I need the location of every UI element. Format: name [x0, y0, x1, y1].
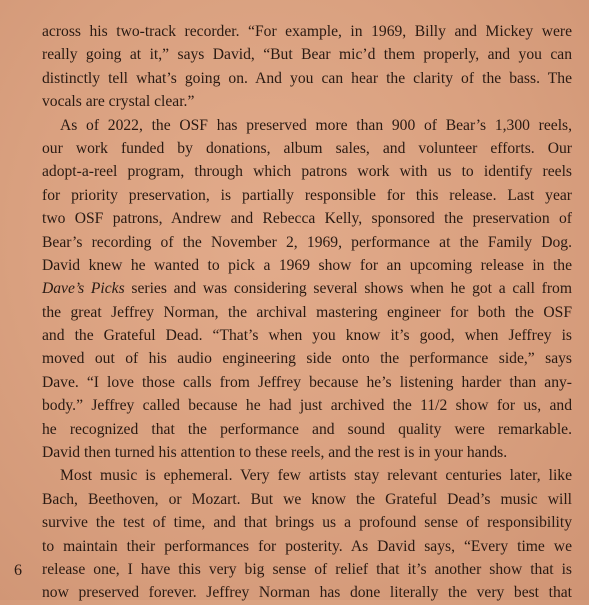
text-line: release one, I have this very big sense of relief that it’s another show that is	[42, 560, 572, 578]
page-body	[42, 20, 572, 605]
text-line	[42, 277, 572, 300]
text-line: moved out of his audio engineering side onto the performance side,” says	[42, 350, 572, 368]
text-line: he recognized that the performance and sound quality were remarkable.	[42, 420, 572, 438]
text-line: body.” Jeffrey called because he had just archived the 11/2 show for us, and	[42, 397, 572, 415]
text-line: Bach, Beethoven, or Mozart. But we know the Grateful Dead’s music will	[42, 490, 572, 508]
text-run: series and was considering several shows when he got a call from	[124, 280, 572, 298]
text-line: Dave. “I love those calls from Jeffrey because he’s listening harder than any-	[42, 373, 572, 391]
text-line: survive the test of time, and that brings us a profound sense of responsibility	[42, 514, 572, 532]
text-line: David then turned his attention to these reels, and the rest is in your hands.	[42, 444, 508, 462]
text-line: our work funded by donations, album sales, and volunteer efforts. Our	[42, 139, 572, 157]
text-line: across his two-track recorder. “For example, in 1969, Billy and Mickey were	[42, 23, 572, 40]
text-line: adopt-a-reel program, through which patrons work with us to identify reels	[42, 163, 572, 181]
text-line: two OSF patrons, Andrew and Rebecca Kelly, sponsored the preservation of	[42, 210, 572, 228]
text-line: really going at it,” says David, “But Bear mic’d them properly, and you can	[42, 46, 572, 64]
page-number: 6	[14, 562, 22, 579]
text-line: As of 2022, the OSF has preserved more than 900 of Bear’s 1,300 reels,	[60, 116, 572, 134]
text-line: now preserved forever. Jeffrey Norman has done literally the very best that	[42, 584, 572, 602]
text-line: and the Grateful Dead. “That’s when you know it’s good, when Jeffrey is	[42, 327, 572, 345]
text-line: Most music is ephemeral. Very few artists stay relevant centuries later, like	[60, 467, 572, 485]
paragraph	[42, 464, 572, 604]
series-title: Dave’s Picks	[42, 280, 125, 298]
text-line: for priority preservation, is partially responsible for this release. Last year	[42, 186, 572, 204]
text-line: the great Jeffrey Norman, the archival mastering engineer for both the OSF	[42, 303, 572, 321]
text-line: David knew he wanted to pick a 1969 show for an upcoming release in the	[42, 256, 572, 274]
text-line: to maintain their performances for posterity. As David says, “Every time we	[42, 537, 572, 555]
text-line: vocals are crystal clear.”	[42, 93, 195, 111]
text-line: Bear’s recording of the November 2, 1969, performance at the Family Dog.	[42, 233, 572, 251]
paragraph	[42, 114, 572, 465]
paragraph	[42, 20, 572, 114]
text-line: distinctly tell what’s going on. And you can hear the clarity of the bass. The	[42, 69, 572, 87]
